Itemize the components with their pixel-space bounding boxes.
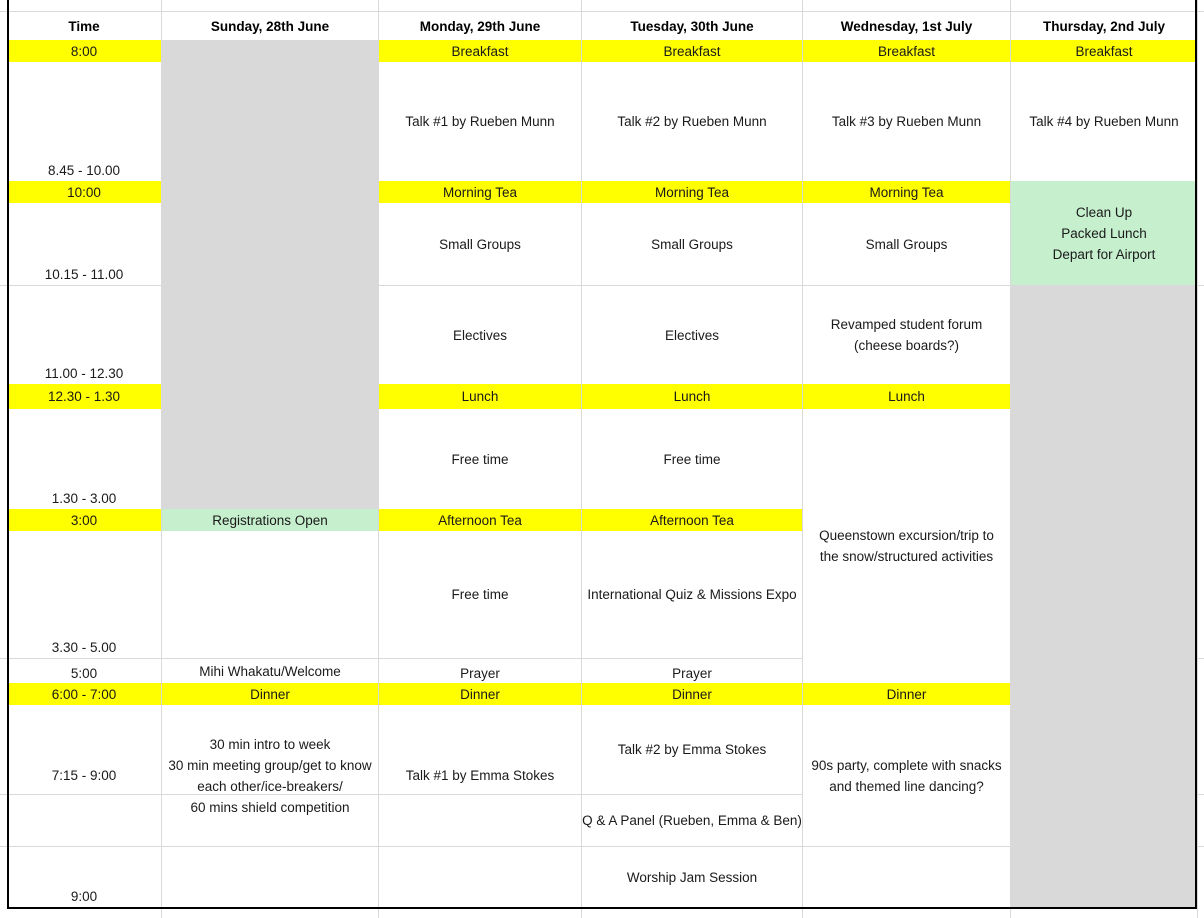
time-5-00: 5:00 (70, 665, 98, 681)
time-6-00: 6:00 - 7:00 (7, 683, 161, 705)
forum-line: (cheese boards?) (853, 338, 960, 353)
wednesday-breakfast: Breakfast (803, 40, 1010, 62)
tuesday-prayer: Prayer (672, 665, 712, 681)
thursday-unscheduled-block (1011, 285, 1197, 907)
header-sunday: Sunday, 28th June (210, 18, 330, 34)
tuesday-morning-tea: Morning Tea (582, 181, 802, 203)
monday-talk: Talk #1 by Rueben Munn (405, 114, 555, 129)
time-7-15: 7:15 - 9:00 (51, 768, 117, 783)
sunday-unscheduled-block (162, 40, 378, 509)
departure-line: Packed Lunch (1061, 225, 1147, 241)
monday-free-time-2: Free time (451, 587, 509, 602)
monday-morning-tea: Morning Tea (379, 181, 581, 203)
monday-evening-talk: Talk #1 by Emma Stokes (405, 768, 555, 783)
tuesday-talk: Talk #2 by Rueben Munn (617, 114, 767, 129)
time-8-45: 8.45 - 10.00 (47, 163, 121, 178)
monday-free-time-1: Free time (451, 451, 509, 467)
monday-prayer: Prayer (460, 665, 500, 681)
wednesday-student-forum (803, 286, 1010, 384)
sunday-evening-program (162, 705, 378, 846)
wednesday-90s-party (803, 705, 1010, 846)
thursday-talk: Talk #4 by Rueben Munn (1029, 114, 1179, 129)
wednesday-excursion (803, 409, 1010, 683)
sunday-dinner: Dinner (162, 683, 378, 705)
monday-small-groups: Small Groups (439, 236, 521, 252)
sunday-evening-line: 30 min meeting group/get to know (168, 757, 372, 773)
header-wednesday: Wednesday, 1st July (840, 18, 973, 34)
forum-line: Revamped student forum (830, 317, 983, 332)
tuesday-lunch: Lunch (582, 384, 802, 409)
sunday-registrations: Registrations Open (162, 509, 378, 531)
sunday-evening-line: each other/ice-breakers/ (197, 778, 343, 794)
time-12-30: 12.30 - 1.30 (7, 384, 161, 409)
sunday-evening-line: 30 min intro to week (209, 736, 331, 752)
tuesday-afternoon-tea: Afternoon Tea (582, 509, 802, 531)
time-3-30: 3.30 - 5.00 (51, 640, 117, 655)
monday-afternoon-tea: Afternoon Tea (379, 509, 581, 531)
wednesday-dinner: Dinner (803, 683, 1010, 705)
monday-breakfast: Breakfast (379, 40, 581, 62)
tuesday-breakfast: Breakfast (582, 40, 802, 62)
departure-line: Clean Up (1075, 204, 1133, 220)
tuesday-electives: Electives (664, 327, 720, 343)
wednesday-lunch: Lunch (803, 384, 1010, 409)
excursion-line: the snow/structured activities (819, 549, 994, 564)
header-time: Time (68, 18, 100, 34)
gridline (1197, 0, 1198, 918)
tuesday-qa-panel: Q & A Panel (Rueben, Emma & Ben) (582, 813, 802, 828)
time-9-00: 9:00 (70, 889, 98, 904)
tuesday-dinner: Dinner (582, 683, 802, 705)
tuesday-evening-talk: Talk #2 by Emma Stokes (617, 742, 767, 757)
time-8-00: 8:00 (7, 40, 161, 62)
party-line: 90s party, complete with snacks (811, 757, 1002, 773)
party-line: and themed line dancing? (829, 778, 984, 794)
wednesday-morning-tea: Morning Tea (803, 181, 1010, 203)
time-10-00: 10:00 (7, 181, 161, 203)
sunday-evening-line: 60 mins shield competition (190, 799, 350, 815)
time-10-15: 10.15 - 11.00 (44, 267, 124, 282)
time-1-30: 1.30 - 3.00 (51, 491, 117, 506)
tuesday-free-time: Free time (663, 451, 721, 467)
thursday-breakfast: Breakfast (1011, 40, 1197, 62)
monday-dinner: Dinner (379, 683, 581, 705)
monday-electives: Electives (452, 327, 508, 343)
monday-lunch: Lunch (379, 384, 581, 409)
excursion-line: Queenstown excursion/trip to (819, 528, 994, 543)
wednesday-talk: Talk #3 by Rueben Munn (831, 114, 982, 129)
header-thursday: Thursday, 2nd July (1042, 18, 1166, 34)
tuesday-small-groups: Small Groups (651, 236, 733, 252)
tuesday-worship-jam: Worship Jam Session (626, 869, 758, 885)
sunday-welcome: Mihi Whakatu/Welcome (199, 663, 341, 679)
time-11-00: 11.00 - 12.30 (44, 366, 124, 381)
time-3-00: 3:00 (7, 509, 161, 531)
departure-line: Depart for Airport (1052, 246, 1156, 262)
tuesday-quiz-expo: International Quiz & Missions Expo (587, 587, 797, 602)
header-tuesday: Tuesday, 30th June (630, 18, 754, 34)
wednesday-small-groups: Small Groups (865, 236, 948, 252)
thursday-departure (1011, 181, 1197, 285)
header-monday: Monday, 29th June (419, 18, 541, 34)
